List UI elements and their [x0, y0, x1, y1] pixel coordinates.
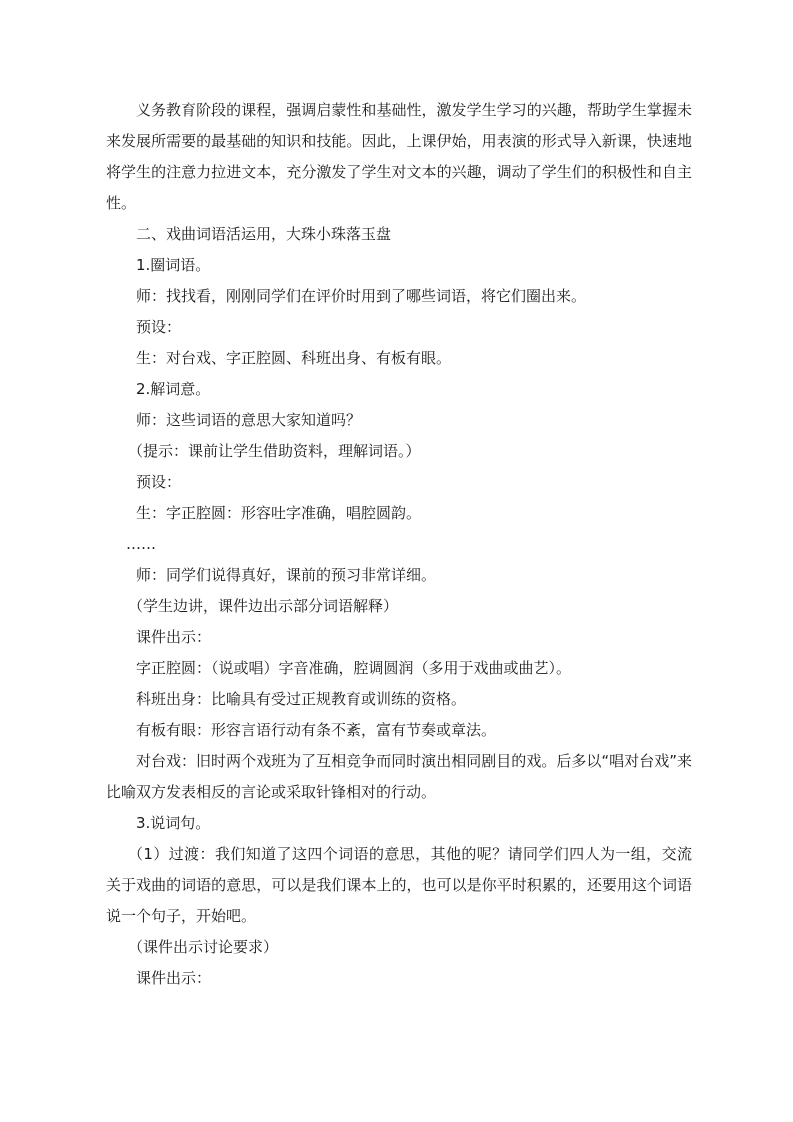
courseware-label: 课件出示：	[136, 628, 212, 646]
definition-line: 有板有眼：形容言语行动有条不紊，富有节奏或章法。	[136, 721, 497, 739]
student-line: 生：对台戏、字正腔圆、科班出身、有板有眼。	[136, 349, 452, 367]
definition-paragraph: 对台戏：旧时两个戏班为了互相竞争而同时演出相同剧目的戏。后多以“唱对台戏”来比喻双方发表相反的言论或采取针锋相对的行动。	[106, 752, 692, 801]
step-heading: 1.圈词语。	[136, 256, 211, 274]
teacher-line: 师：找找看，刚刚同学们在评价时用到了哪些词语，将它们圈出来。	[136, 287, 587, 305]
step-heading: 2.解词意。	[136, 380, 211, 398]
section-heading: 二、戏曲词语活运用，大珠小珠落玉盘	[136, 225, 392, 243]
teacher-line: 师：同学们说得真好，课前的预习非常详细。	[136, 566, 437, 584]
preset-label: 预设：	[136, 318, 182, 336]
step-heading: 3.说词句。	[136, 814, 211, 832]
hint-note: （提示：课前让学生借助资料，理解词语。）	[128, 442, 421, 460]
courseware-note: （课件出示讨论要求）	[128, 938, 279, 956]
intro-paragraph: 义务教育阶段的课程，强调启蒙性和基础性，激发学生学习的兴趣，帮助学生掌握未来发展所需要的最基础的知识和技能。因此，上课伊始，用表演的形式导入新课，快速地将学生的注意力拉进文本，充分激发了学生对文本的兴趣，调动了学生们的积极性和自主性。	[106, 101, 692, 212]
ellipsis-line: ……	[126, 535, 156, 553]
teacher-line: 师：这些词语的意思大家知道吗？	[136, 411, 362, 429]
courseware-note: （学生边讲，课件边出示部分词语解释）	[128, 597, 399, 615]
student-line: 生：字正腔圆：形容吐字准确，唱腔圆韵。	[136, 504, 422, 522]
document-body	[106, 95, 692, 994]
courseware-label: 课件出示：	[136, 969, 212, 987]
preset-label: 预设：	[136, 473, 182, 491]
definition-line: 科班出身：比喻具有受过正规教育或训练的资格。	[136, 690, 467, 708]
transition-paragraph: （1）过渡：我们知道了这四个词语的意思，其他的呢？请同学们四人为一组，交流关于戏曲的词语的意思，可以是我们课本上的，也可以是你平时积累的，还要用这个词语说一个句子，开始吧。	[106, 845, 692, 925]
definition-line: 字正腔圆：（说或唱）字音准确，腔调圆润（多用于戏曲或曲艺）。	[136, 659, 572, 677]
